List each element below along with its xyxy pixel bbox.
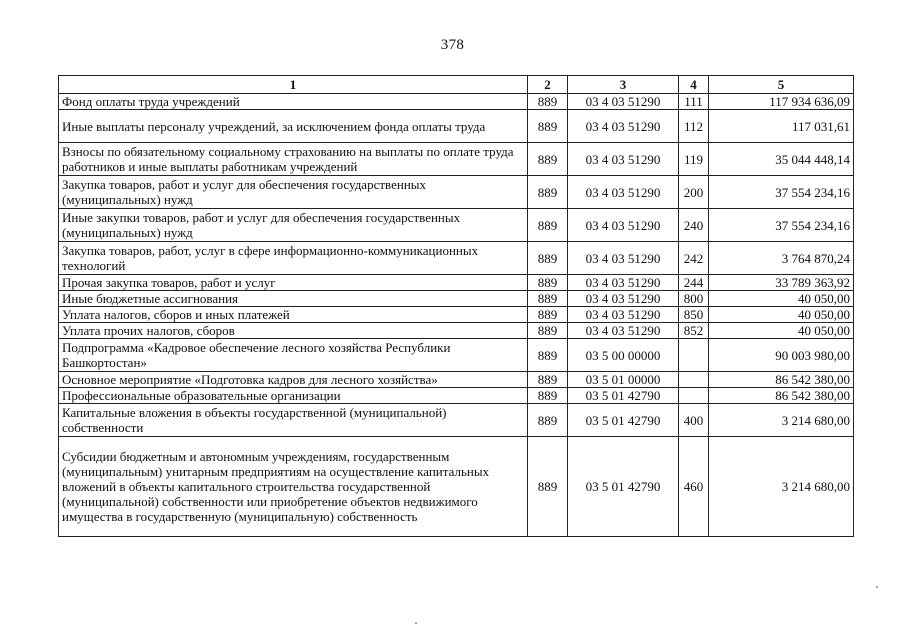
row-admin-code: 889 — [528, 94, 568, 110]
row-admin-code: 889 — [528, 110, 568, 143]
row-admin-code: 889 — [528, 388, 568, 404]
row-expense-type: 800 — [679, 291, 709, 307]
row-admin-code: 889 — [528, 209, 568, 242]
row-amount: 117 031,61 — [709, 110, 854, 143]
row-target-code: 03 4 03 51290 — [568, 323, 679, 339]
row-target-code: 03 4 03 51290 — [568, 143, 679, 176]
row-amount: 3 764 870,24 — [709, 242, 854, 275]
row-amount: 90 003 980,00 — [709, 339, 854, 372]
row-admin-code: 889 — [528, 404, 568, 437]
row-admin-code: 889 — [528, 339, 568, 372]
row-description: Закупка товаров, работ и услуг для обеспечения государственных (муниципальных) нужд — [59, 176, 528, 209]
table-row — [59, 307, 854, 323]
row-expense-type: 244 — [679, 275, 709, 291]
table-row — [59, 291, 854, 307]
scan-speck — [415, 622, 417, 624]
row-amount: 3 214 680,00 — [709, 404, 854, 437]
row-description: Субсидии бюджетным и автономным учреждениям, государственным (муниципальным) унитарным предприятиям на осуществление капитальных вложений в объекты капитального строительства государственной (муниципальной) собственности или приобретение объектов недвижимого имущества в государственную (муниципальную) собственность — [59, 437, 528, 537]
row-description: Прочая закупка товаров, работ и услуг — [59, 275, 528, 291]
header-col-amount: 5 — [709, 76, 854, 94]
row-description: Уплата налогов, сборов и иных платежей — [59, 307, 528, 323]
row-description: Уплата прочих налогов, сборов — [59, 323, 528, 339]
row-description: Основное мероприятие «Подготовка кадров для лесного хозяйства» — [59, 372, 528, 388]
table-row — [59, 323, 854, 339]
row-expense-type: 850 — [679, 307, 709, 323]
row-admin-code: 889 — [528, 242, 568, 275]
row-amount: 117 934 636,09 — [709, 94, 854, 110]
row-description: Профессиональные образовательные организации — [59, 388, 528, 404]
row-expense-type — [679, 388, 709, 404]
header-col-description: 1 — [59, 76, 528, 94]
page-number: 378 — [440, 37, 465, 53]
header-col-target-code: 3 — [568, 76, 679, 94]
row-description: Иные бюджетные ассигнования — [59, 291, 528, 307]
row-description: Иные закупки товаров, работ и услуг для обеспечения государственных (муниципальных) нужд — [59, 209, 528, 242]
scan-speck — [876, 586, 878, 588]
row-amount: 86 542 380,00 — [709, 372, 854, 388]
row-target-code: 03 5 01 42790 — [568, 437, 679, 537]
table-row — [59, 176, 854, 209]
row-description: Взносы по обязательному социальному страхованию на выплаты по оплате труда работников и иные выплаты работникам учреждений — [59, 143, 528, 176]
row-expense-type: 852 — [679, 323, 709, 339]
row-expense-type: 111 — [679, 94, 709, 110]
header-col-admin-code: 2 — [528, 76, 568, 94]
row-admin-code: 889 — [528, 437, 568, 537]
row-expense-type: 400 — [679, 404, 709, 437]
row-expense-type — [679, 339, 709, 372]
row-expense-type: 200 — [679, 176, 709, 209]
row-target-code: 03 4 03 51290 — [568, 176, 679, 209]
row-admin-code: 889 — [528, 176, 568, 209]
header-col-expense-type: 4 — [679, 76, 709, 94]
row-amount: 40 050,00 — [709, 291, 854, 307]
row-description: Фонд оплаты труда учреждений — [59, 94, 528, 110]
row-expense-type: 460 — [679, 437, 709, 537]
row-admin-code: 889 — [528, 143, 568, 176]
row-amount: 40 050,00 — [709, 323, 854, 339]
row-expense-type: 112 — [679, 110, 709, 143]
row-admin-code: 889 — [528, 372, 568, 388]
table-row — [59, 339, 854, 372]
row-admin-code: 889 — [528, 307, 568, 323]
budget-table — [58, 75, 854, 537]
row-target-code: 03 4 03 51290 — [568, 275, 679, 291]
row-admin-code: 889 — [528, 323, 568, 339]
row-description: Закупка товаров, работ, услуг в сфере информационно-коммуникационных технологий — [59, 242, 528, 275]
table-row — [59, 437, 854, 537]
row-expense-type — [679, 372, 709, 388]
table-row — [59, 209, 854, 242]
table-row — [59, 275, 854, 291]
row-target-code: 03 4 03 51290 — [568, 291, 679, 307]
row-target-code: 03 4 03 51290 — [568, 94, 679, 110]
row-expense-type: 119 — [679, 143, 709, 176]
row-amount: 86 542 380,00 — [709, 388, 854, 404]
row-target-code: 03 4 03 51290 — [568, 209, 679, 242]
row-target-code: 03 5 01 42790 — [568, 404, 679, 437]
table-row — [59, 143, 854, 176]
row-admin-code: 889 — [528, 275, 568, 291]
row-target-code: 03 4 03 51290 — [568, 242, 679, 275]
row-amount: 35 044 448,14 — [709, 143, 854, 176]
row-amount: 37 554 234,16 — [709, 209, 854, 242]
row-target-code: 03 5 00 00000 — [568, 339, 679, 372]
table-row — [59, 404, 854, 437]
row-description: Капитальные вложения в объекты государственной (муниципальной) собственности — [59, 404, 528, 437]
row-admin-code: 889 — [528, 291, 568, 307]
row-description: Иные выплаты персоналу учреждений, за исключением фонда оплаты труда — [59, 110, 528, 143]
table-row — [59, 388, 854, 404]
row-amount: 40 050,00 — [709, 307, 854, 323]
row-target-code: 03 4 03 51290 — [568, 110, 679, 143]
table-row — [59, 372, 854, 388]
row-amount: 33 789 363,92 — [709, 275, 854, 291]
row-amount: 37 554 234,16 — [709, 176, 854, 209]
table-row — [59, 242, 854, 275]
row-target-code: 03 5 01 00000 — [568, 372, 679, 388]
table-row — [59, 94, 854, 110]
table-header-row — [59, 76, 854, 94]
row-target-code: 03 5 01 42790 — [568, 388, 679, 404]
row-target-code: 03 4 03 51290 — [568, 307, 679, 323]
row-description: Подпрограмма «Кадровое обеспечение лесного хозяйства Республики Башкортостан» — [59, 339, 528, 372]
row-expense-type: 240 — [679, 209, 709, 242]
row-expense-type: 242 — [679, 242, 709, 275]
row-amount: 3 214 680,00 — [709, 437, 854, 537]
table-row — [59, 110, 854, 143]
